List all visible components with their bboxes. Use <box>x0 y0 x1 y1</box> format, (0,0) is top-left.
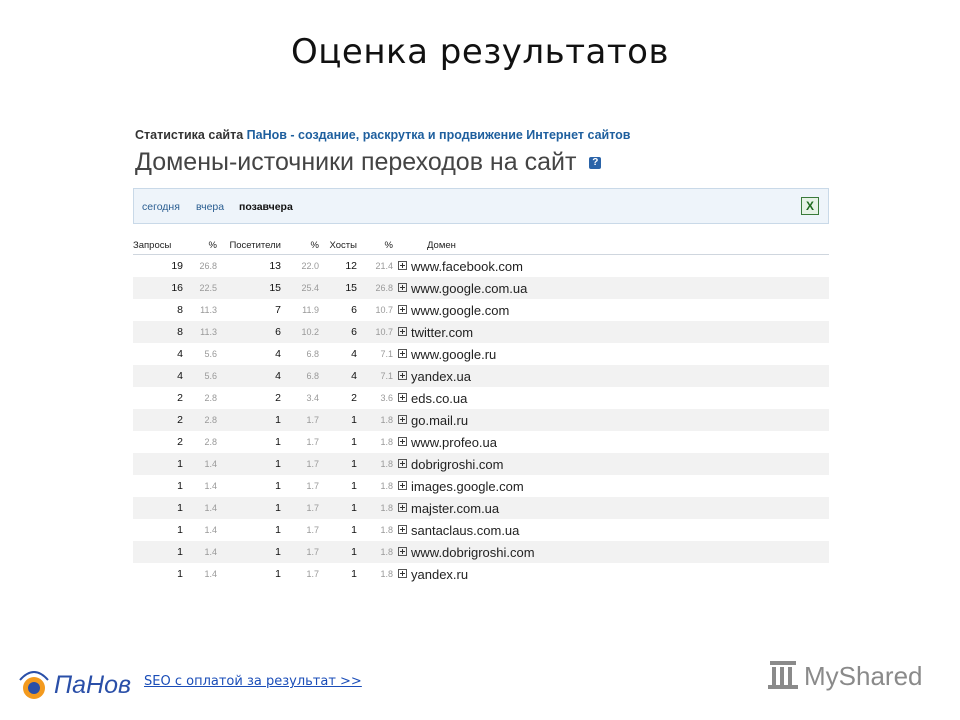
filter-today[interactable]: сегодня <box>142 201 180 213</box>
hosts-value: 1 <box>351 524 357 536</box>
col-expand <box>393 237 411 255</box>
slide-title: Оценка результатов <box>291 32 669 72</box>
domain-link[interactable]: images.google.com <box>411 478 524 494</box>
hosts-value: 6 <box>351 304 357 316</box>
col-hosts-pct: % <box>357 237 393 255</box>
col-requests-pct: % <box>183 237 217 255</box>
visitors-pct-value: 1.7 <box>281 541 319 563</box>
requests-pct-value: 1.4 <box>204 569 217 579</box>
table-row <box>133 519 829 541</box>
hosts-value: 1 <box>319 453 357 475</box>
visitors-value: 1 <box>275 436 281 448</box>
visitors-pct-value: 3.4 <box>306 393 319 403</box>
visitors-pct-value: 1.7 <box>281 409 319 431</box>
requests-pct-value: 26.8 <box>199 261 217 271</box>
hosts-value: 1 <box>351 436 357 448</box>
requests-value: 1 <box>133 453 183 475</box>
domain-link[interactable]: www.google.com <box>411 302 510 318</box>
myshared-building-icon <box>768 661 798 689</box>
visitors-pct-value: 1.7 <box>281 497 319 519</box>
expand-plus-icon[interactable] <box>398 393 407 402</box>
site-prefix: Статистика сайта <box>135 128 244 142</box>
visitors-pct-value: 1.7 <box>306 437 319 447</box>
requests-pct-value: 11.3 <box>183 321 217 343</box>
visitors-value: 1 <box>217 541 281 563</box>
requests-pct-value: 5.6 <box>183 365 217 387</box>
expand-plus-icon[interactable] <box>398 525 407 534</box>
hosts-value: 4 <box>319 365 357 387</box>
visitors-pct-value: 1.7 <box>306 525 319 535</box>
expand-plus-icon[interactable] <box>398 547 407 556</box>
hosts-value: 1 <box>319 541 357 563</box>
expand-cell <box>393 475 411 497</box>
domain-link[interactable]: www.profeo.ua <box>411 434 497 450</box>
expand-cell <box>393 409 411 431</box>
table-row <box>133 497 829 519</box>
col-hosts[interactable]: Хосты <box>319 237 357 255</box>
requests-value: 4 <box>133 365 183 387</box>
expand-cell <box>393 497 411 519</box>
logo-text: ПаНов <box>54 671 132 699</box>
hosts-pct-value: 26.8 <box>357 277 393 299</box>
visitors-pct-value: 11.9 <box>302 305 319 315</box>
requests-value: 1 <box>133 541 183 563</box>
domain-link[interactable]: eds.co.ua <box>411 390 468 406</box>
hosts-pct-value: 1.8 <box>380 481 393 491</box>
hosts-pct-value: 1.8 <box>380 525 393 535</box>
hosts-pct-value: 3.6 <box>380 393 393 403</box>
table-row <box>133 365 829 387</box>
table-row <box>133 299 829 321</box>
domain-link[interactable]: yandex.ru <box>411 566 469 582</box>
panov-logo <box>14 660 134 702</box>
requests-pct-value: 5.6 <box>204 349 217 359</box>
expand-plus-icon[interactable] <box>398 415 407 424</box>
page-heading <box>135 148 829 180</box>
col-domain[interactable]: Домен <box>411 237 829 255</box>
col-visitors-pct: % <box>281 237 319 255</box>
visitors-pct-value: 1.7 <box>281 453 319 475</box>
expand-plus-icon[interactable] <box>398 371 407 380</box>
requests-value: 8 <box>177 304 183 316</box>
table-row <box>133 321 829 343</box>
expand-plus-icon[interactable] <box>398 481 407 490</box>
hosts-value: 2 <box>351 392 357 404</box>
hosts-pct-value: 21.4 <box>375 261 393 271</box>
domain-link[interactable]: yandex.ua <box>411 365 829 387</box>
visitors-pct-value: 10.2 <box>281 321 319 343</box>
expand-plus-icon[interactable] <box>398 327 407 336</box>
requests-pct-value: 11.3 <box>200 305 217 315</box>
table-row <box>133 563 829 585</box>
hosts-value: 1 <box>351 568 357 580</box>
help-icon[interactable]: ? <box>589 157 601 169</box>
hosts-pct-value: 1.8 <box>380 437 393 447</box>
myshared-watermark <box>766 655 926 695</box>
expand-plus-icon[interactable] <box>398 437 407 446</box>
requests-pct-value: 2.8 <box>204 437 217 447</box>
expand-plus-icon[interactable] <box>398 261 407 270</box>
expand-cell <box>393 321 411 343</box>
expand-cell <box>393 299 411 321</box>
site-name-link[interactable]: ПаНов - создание, раскрутка и продвижение Интернет сайтов <box>246 128 631 142</box>
hosts-value: 1 <box>319 409 357 431</box>
domain-link[interactable]: www.google.com.ua <box>411 277 829 299</box>
visitors-pct-value: 22.0 <box>301 261 319 271</box>
requests-pct-value: 22.5 <box>183 277 217 299</box>
requests-value: 1 <box>177 568 183 580</box>
hosts-pct-value: 7.1 <box>357 365 393 387</box>
domain-link[interactable]: www.facebook.com <box>411 258 523 274</box>
visitors-value: 15 <box>217 277 281 299</box>
visitors-pct-value: 6.8 <box>281 365 319 387</box>
expand-cell <box>393 541 411 563</box>
expand-cell <box>393 453 411 475</box>
hosts-value: 15 <box>319 277 357 299</box>
expand-plus-icon[interactable] <box>398 459 407 468</box>
expand-cell <box>393 365 411 387</box>
requests-value: 4 <box>177 348 183 360</box>
heading-text: Домены-источники переходов на сайт <box>135 148 577 176</box>
domain-link[interactable]: www.dobrigroshi.com <box>411 541 829 563</box>
requests-pct-value: 1.4 <box>204 481 217 491</box>
table-row <box>133 431 829 453</box>
requests-pct-value: 2.8 <box>183 409 217 431</box>
hosts-pct-value: 10.7 <box>357 321 393 343</box>
table-row <box>133 475 829 497</box>
table-row <box>133 277 829 299</box>
hosts-pct-value: 1.8 <box>357 541 393 563</box>
myshared-text: MyShared <box>804 661 923 691</box>
domain-link[interactable]: www.google.ru <box>411 346 497 362</box>
hosts-pct-value: 1.8 <box>357 453 393 475</box>
visitors-value: 6 <box>217 321 281 343</box>
requests-value: 1 <box>177 524 183 536</box>
filter-yesterday[interactable]: вчера <box>196 201 225 213</box>
visitors-pct-value: 6.8 <box>306 349 319 359</box>
requests-value: 2 <box>133 409 183 431</box>
requests-pct-value: 1.4 <box>204 525 217 535</box>
expand-cell <box>393 519 411 541</box>
visitors-pct-value: 1.7 <box>306 569 319 579</box>
table-header-row <box>133 237 829 255</box>
table-body <box>133 255 829 586</box>
table-row <box>133 409 829 431</box>
visitors-value: 7 <box>275 304 281 316</box>
visitors-value: 1 <box>217 409 281 431</box>
stats-panel <box>133 124 829 585</box>
visitors-value: 4 <box>217 365 281 387</box>
table-row <box>133 541 829 563</box>
requests-pct-value: 1.4 <box>183 497 217 519</box>
col-visitors[interactable]: Посетители <box>217 237 281 255</box>
domain-link[interactable]: twitter.com <box>411 321 829 343</box>
visitors-value: 1 <box>217 497 281 519</box>
hosts-pct-value: 1.8 <box>380 569 393 579</box>
visitors-value: 2 <box>275 392 281 404</box>
requests-pct-value: 1.4 <box>183 541 217 563</box>
requests-pct-value: 2.8 <box>204 393 217 403</box>
expand-cell <box>393 563 411 585</box>
table-row <box>133 453 829 475</box>
visitors-value: 13 <box>269 260 281 272</box>
visitors-value: 1 <box>275 480 281 492</box>
hosts-value: 12 <box>345 260 357 272</box>
col-requests[interactable]: Запросы <box>133 237 183 255</box>
requests-pct-value: 1.4 <box>183 453 217 475</box>
site-line <box>135 128 829 142</box>
expand-plus-icon[interactable] <box>398 569 407 578</box>
table-row <box>133 343 829 365</box>
domain-link[interactable]: santaclaus.com.ua <box>411 522 520 538</box>
visitors-pct-value: 1.7 <box>306 481 319 491</box>
hosts-pct-value: 1.8 <box>357 497 393 519</box>
expand-cell <box>393 387 411 409</box>
domains-table <box>133 237 829 585</box>
requests-value: 2 <box>177 436 183 448</box>
hosts-pct-value: 10.7 <box>375 305 393 315</box>
expand-cell <box>393 431 411 453</box>
requests-value: 16 <box>133 277 183 299</box>
hosts-value: 6 <box>319 321 357 343</box>
expand-plus-icon[interactable] <box>398 349 407 358</box>
requests-value: 8 <box>133 321 183 343</box>
domain-link[interactable]: majster.com.ua <box>411 497 829 519</box>
domain-link[interactable]: go.mail.ru <box>411 409 829 431</box>
expand-plus-icon[interactable] <box>398 283 407 292</box>
hosts-value: 4 <box>351 348 357 360</box>
hosts-value: 1 <box>319 497 357 519</box>
table-row <box>133 255 829 278</box>
visitors-value: 4 <box>275 348 281 360</box>
expand-plus-icon[interactable] <box>398 503 407 512</box>
filter-day-before-yesterday[interactable]: позавчера <box>239 201 293 213</box>
hosts-pct-value: 7.1 <box>380 349 393 359</box>
hosts-value: 1 <box>351 480 357 492</box>
domain-link[interactable]: dobrigroshi.com <box>411 453 829 475</box>
table-row <box>133 387 829 409</box>
visitors-value: 1 <box>275 524 281 536</box>
visitors-pct-value: 25.4 <box>281 277 319 299</box>
expand-cell <box>393 277 411 299</box>
date-filter-bar <box>133 188 829 224</box>
expand-cell <box>393 343 411 365</box>
visitors-value: 1 <box>217 453 281 475</box>
requests-value: 2 <box>177 392 183 404</box>
requests-value: 1 <box>177 480 183 492</box>
requests-value: 1 <box>133 497 183 519</box>
visitors-value: 1 <box>275 568 281 580</box>
requests-value: 19 <box>171 260 183 272</box>
expand-plus-icon[interactable] <box>398 305 407 314</box>
expand-cell <box>393 255 411 278</box>
hosts-pct-value: 1.8 <box>357 409 393 431</box>
excel-export-icon[interactable]: X <box>801 197 819 215</box>
seo-link[interactable]: SEO с оплатой за результат >> <box>144 674 362 689</box>
